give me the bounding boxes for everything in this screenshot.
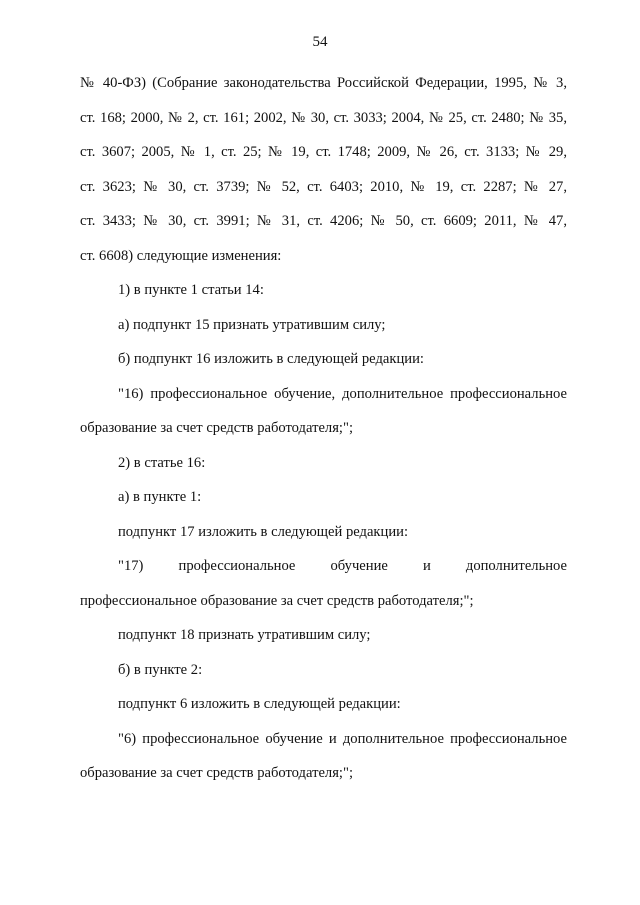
text-line: подпункт 18 признать утратившим силу;	[118, 627, 371, 643]
text-line: подпункт 6 изложить в следующей редакции:	[118, 696, 401, 712]
text-line: "6) профессиональное обучение и дополнительное профессиональное	[118, 730, 567, 747]
text-line: ст. 6608) следующие изменения:	[80, 247, 282, 264]
text-line: образование за счет средств работодателя;";	[80, 765, 353, 781]
text-line: подпункт 17 изложить в следующей редакции:	[118, 523, 409, 540]
document-body	[80, 66, 567, 791]
text-line: а) подпункт 15 признать утратившим силу;	[118, 316, 386, 333]
text-line: а) в пункте 1:	[118, 489, 202, 505]
text-line: образование за счет средств работодателя;";	[80, 420, 353, 436]
text-line: 1) в пункте 1 статьи 14:	[118, 282, 264, 298]
page-number: 54	[312, 34, 328, 50]
text-line: ст. 168; 2000, № 2, ст. 161; 2002, № 30, ст. 3033; 2004, № 25, ст. 2480; № 35,	[80, 109, 567, 126]
text-line: ст. 3433; № 30, ст. 3991; № 31, ст. 4206; № 50, ст. 6609; 2011, № 47,	[80, 213, 567, 229]
text-line: ст. 3623; № 30, ст. 3739; № 52, ст. 6403; 2010, № 19, ст. 2287; № 27,	[80, 178, 567, 195]
text-line: ст. 3607; 2005, № 1, ст. 25; № 19, ст. 1748; 2009, № 26, ст. 3133; № 29,	[80, 144, 567, 160]
text-line: б) в пункте 2:	[118, 661, 203, 678]
text-line: № 40-ФЗ) (Собрание законодательства Российской Федерации, 1995, № 3,	[80, 75, 567, 91]
text-line: "16) профессиональное обучение, дополнительное профессиональное	[118, 385, 567, 402]
text-line: 2) в статье 16:	[118, 454, 206, 471]
text-line: профессиональное образование за счет средств работодателя;";	[80, 592, 474, 609]
text-line: б) подпункт 16 изложить в следующей редакции:	[118, 351, 424, 367]
text-line: "17) профессиональное обучение и дополнительное	[118, 558, 567, 574]
